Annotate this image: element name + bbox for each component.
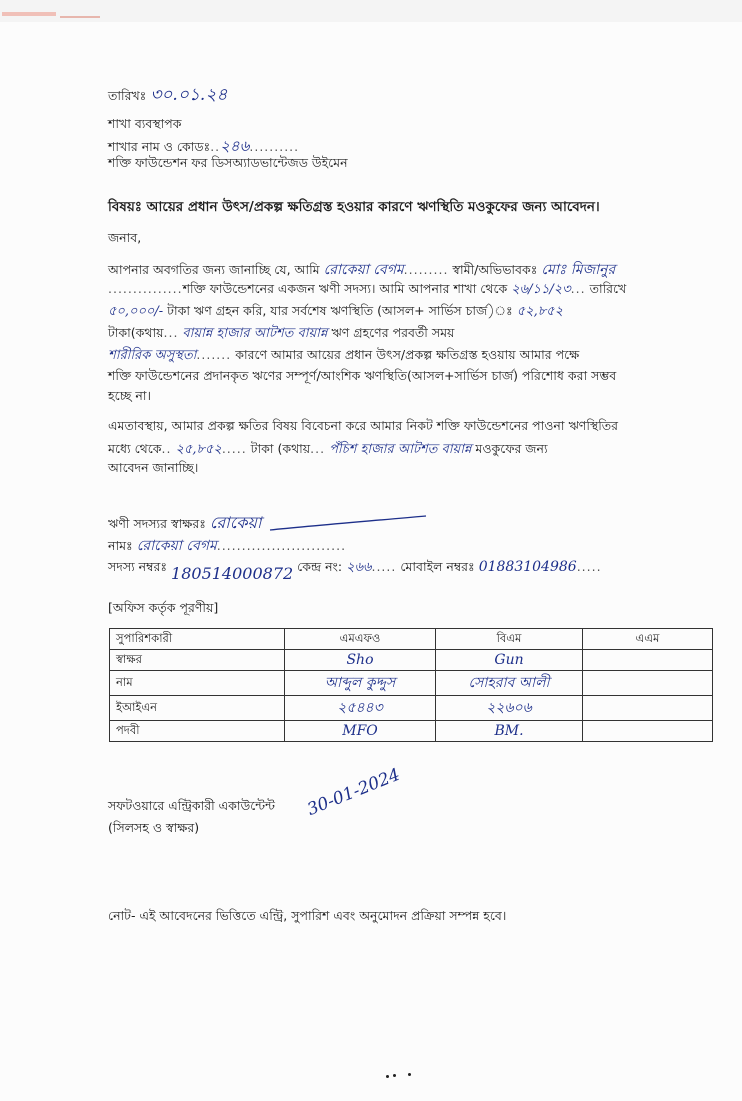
- para1-line6: শক্তি ফাউন্ডেশনের প্রদানকৃত ঋণের সম্পূর্ণ/আংশিক ঋণস্থিতি(আসল+সার্ভিস চার্জ) পরিশোধ করা সম্ভব: [108, 368, 617, 383]
- bm-designation: BM.: [436, 721, 583, 742]
- text: তারিখে: [589, 281, 627, 296]
- member-name-fill: রোকেয়া বেগম: [323, 262, 404, 278]
- text: টাকা ঋণ গ্রহন করি, যার সর্বশেষ ঋণস্থিতি (আসল+ সার্ভিস চার্জ)ঃ: [167, 303, 513, 318]
- waiver-amount-fill: ২৫,৮৫২: [175, 442, 222, 457]
- date-value: ৩০.০১.২৪: [150, 85, 228, 105]
- bm-name: সোহরাব আলী: [436, 671, 583, 696]
- table-header: বিএম: [436, 629, 583, 650]
- text: স্বামী/অভিভাবকঃ: [452, 262, 538, 277]
- text: ঋণ গ্রহণের পরবর্তী সময়: [331, 325, 455, 340]
- para1-line2: ...............শক্তি ফাউন্ডেশনের একজন ঋণী সদস্য। আমি আপনার শাখা থেকে ২৬/১১/২৩... তারিখে: [108, 281, 627, 297]
- bm-signature: Gun: [436, 650, 583, 671]
- accountant-line1: সফটওয়ারে এন্ট্রিকারী একাউন্টেন্ট: [108, 798, 275, 813]
- para1-line3: [108, 302, 563, 323]
- office-use-label: [অফিস কর্তৃক পূরণীয়]: [108, 600, 219, 615]
- branch-label: শাখার নাম ও কোডঃ: [108, 139, 211, 154]
- recommendation-table: [109, 628, 713, 742]
- member-number: 180514000872: [171, 564, 294, 583]
- member-signature-line: [108, 510, 262, 537]
- mfo-name: আব্দুল কুদ্দুস: [285, 671, 436, 696]
- branch-code: ২৪৬: [220, 137, 250, 155]
- text: টাকা(কথায়: [108, 325, 164, 340]
- table-row: [110, 696, 713, 721]
- table-header-row: [110, 629, 713, 650]
- scan-mark: [60, 16, 100, 18]
- row-label: ইআইএন: [110, 696, 285, 721]
- center-number: ২৬৬: [346, 560, 372, 575]
- organization-name: শক্তি ফাউন্ডেশন ফর ডিসঅ্যাডভান্টেজড উইমেন: [108, 155, 348, 170]
- accountant-sign-date: 30-01-2024: [304, 764, 403, 820]
- signature-stroke: [268, 512, 428, 534]
- accountant-line2: (সিলসহ ও স্বাক্ষর): [108, 820, 200, 835]
- branch-line: শাখার নাম ও কোডঃ..২৪৬..........: [108, 137, 300, 155]
- waiver-words-fill: পঁচিশ হাজার আটশত বায়ান্ন: [329, 442, 472, 457]
- date-label: তারিখঃ: [108, 88, 147, 103]
- para1-line1: আপনার অবগতির জন্য জানাচ্ছি যে, আমি রোকেয়া বেগম......... স্বামী/অভিভাবকঃ মোঃ মিজানুর: [108, 262, 616, 278]
- table-row: [110, 650, 713, 671]
- table-row: [110, 671, 713, 696]
- para1-line4: টাকা(কথায়... বায়ান্ন হাজার আটশত বায়ান্ন ঋণ গ্রহণের পরবর্তী সময়: [108, 325, 455, 341]
- member-number-label: সদস্য নম্বরঃ: [108, 559, 168, 574]
- text: কারণে আমার আয়ের প্রধান উৎস/প্রকল্প ক্ষতিগ্রস্ত হওয়ায় আমার পক্ষে: [235, 347, 580, 362]
- mfo-ein: ২৫৪৪৩: [285, 696, 436, 721]
- scan-speck: [386, 1075, 389, 1078]
- mfo-designation: MFO: [285, 721, 436, 742]
- para2-line1: এমতাবস্থায়, আমার প্রকল্প ক্ষতির বিষয় বিবেচনা করে আমার নিকট শক্তি ফাউন্ডেশনের পাওনা ঋণস্থিতির: [108, 418, 619, 433]
- scan-speck: [393, 1074, 396, 1077]
- center-label: কেন্দ্র নং:: [297, 559, 343, 574]
- text: মওকুফের জন্য: [475, 441, 548, 456]
- loan-date-fill: ২৬/১১/২৩: [511, 282, 571, 297]
- scan-mark: [2, 12, 56, 16]
- text: টাকা (কথায়: [250, 441, 311, 456]
- recipient-title: শাখা ব্যবস্থাপক: [108, 116, 182, 131]
- mobile-label: মোবাইল নম্বরঃ: [400, 559, 475, 574]
- outstanding-fill: ৫২,৮৫২: [516, 304, 564, 319]
- table-header: এএম: [583, 629, 713, 650]
- outstanding-words-fill: বায়ান্ন হাজার আটশত বায়ান্ন: [182, 326, 328, 341]
- member-signature: রোকেয়া: [209, 513, 262, 532]
- text: মধ্যে থেকে: [108, 441, 162, 456]
- footer-note: নোট- এই আবেদনের ভিত্তিতে এন্ট্রি, সুপারিশ এবং অনুমোদন প্রক্রিয়া সম্পন্ন হবে।: [108, 908, 507, 923]
- loan-amount-fill: ৫০,০০০/-: [108, 304, 164, 319]
- para1-line5: শারীরিক অসুস্থতা....... কারণে আমার আয়ের প্রধান উৎস/প্রকল্প ক্ষতিগ্রস্ত হওয়ায় আমার পক্ষে: [108, 347, 580, 363]
- member-name: রোকেয়া বেগম: [136, 538, 217, 554]
- guardian-fill: মোঃ মিজানুর: [541, 262, 616, 278]
- mfo-signature: Sho: [285, 650, 436, 671]
- subject: বিষয়ঃ আয়ের প্রধান উৎস/প্রকল্প ক্ষতিগ্রস্ত হওয়ার কারণে ঋণস্থিতি মওকুফের জন্য আবেদন।: [108, 199, 600, 215]
- cause-fill: শারীরিক অসুস্থতা: [108, 348, 197, 363]
- text: শক্তি ফাউন্ডেশনের একজন ঋণী সদস্য। আমি আপনার শাখা থেকে: [182, 281, 508, 296]
- bm-ein: ২২৬০৬: [436, 696, 583, 721]
- am-designation: [583, 721, 713, 742]
- table-header: সুপারিশকারী: [110, 629, 285, 650]
- para1-line7: হচ্ছে না।: [108, 388, 151, 403]
- scan-speck: [408, 1073, 411, 1076]
- scan-edge: [0, 0, 742, 22]
- member-name-label: নামঃ: [108, 538, 133, 553]
- date-line: [108, 82, 227, 110]
- table-row: [110, 721, 713, 742]
- member-signature-label: ঋণী সদস্যর স্বাক্ষরঃ: [108, 516, 206, 531]
- am-signature: [583, 650, 713, 671]
- text: আপনার অবগতির জন্য জানাচ্ছি যে, আমি: [108, 262, 320, 277]
- para2-line3: আবেদন জানাচ্ছি।: [108, 460, 199, 475]
- row-label: পদবী: [110, 721, 285, 742]
- para2-line2: মধ্যে থেকে.. ২৫,৮৫২..... টাকা (কথায়... পঁচিশ হাজার আটশত বায়ান্ন মওকুফের জন্য: [108, 441, 548, 457]
- table-header: এমএফও: [285, 629, 436, 650]
- member-name-line: নামঃ রোকেয়া বেগম..........................: [108, 538, 347, 554]
- am-name: [583, 671, 713, 696]
- member-number-line: সদস্য নম্বরঃ 180514000872 কেন্দ্র নং: ২৬৬..... মোবাইল নম্বরঃ 01883104986.....: [108, 559, 602, 583]
- salutation: জনাব,: [108, 230, 142, 245]
- mobile-number: 01883104986: [478, 559, 577, 575]
- am-ein: [583, 696, 713, 721]
- row-label: নাম: [110, 671, 285, 696]
- row-label: স্বাক্ষর: [110, 650, 285, 671]
